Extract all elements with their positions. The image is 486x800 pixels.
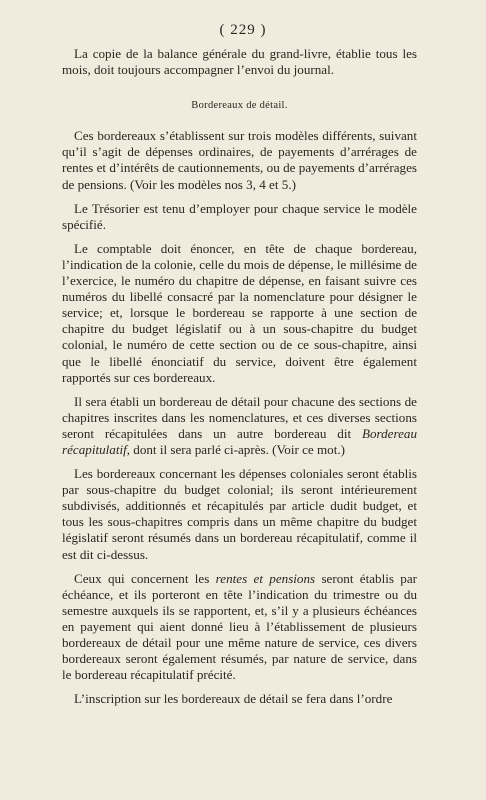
- intro-paragraph: La copie de la balance générale du grand-livre, établie tous les mois, doit toujours accompagner l’envoi du journal.: [62, 46, 417, 78]
- page-number: ( 229 ): [219, 22, 267, 38]
- paragraph-rentes: [62, 571, 417, 684]
- paragraph-treasurer: Le Trésorier est tenu d’employer pour chaque service le modèle spécifié.: [62, 200, 417, 232]
- paragraph-rentes-text-a: Ceux qui concernent les: [74, 570, 216, 586]
- paragraph-inscription: L’inscription sur les bordereaux de détail se fera dans l’ordre: [74, 691, 393, 707]
- paragraph-rentes-italic: rentes et pensions: [215, 570, 316, 586]
- page-body: [62, 46, 417, 715]
- paragraph-accountant: Le comptable doit énoncer, en tête de chaque bordereau, l’indication de la colonie, celle du mois de dépense, le millésime de l’exercice, le numéro du chapitre de dépense, en faisant suivre ces numéros du libellé consacré par la nomenclature pour désigner le service; et, lorsque le bordereau se rapporte à une section de chapitre du budget législatif ou à un sous-chapitre du budget colonial, le numéro de cette section ou de ce sous-chapitre, ainsi que le libellé énonciatif du service, doivent être également rapportés sur ces bordereaux.: [62, 240, 417, 385]
- paragraph-models: Ces bordereaux s’établissent sur trois modèles différents, suivant qu’il s’agit de dépenses ordinaires, de payements d’arrérages de rentes et d’intérêts de cautionnements, ou de payements d’arrérages de pensions. (Voir les modèles nos 3, 4 et 5.): [62, 128, 417, 192]
- paragraph-colonial: Les bordereaux concernant les dépenses coloniales seront établis par sous-chapitre du budget colonial; ils seront intérieurement subdivisés, additionnés et récapitulés par article dudit budget, et tous les sous-chapitres compris dans un même chapitre du budget législatif seront résumés dans un bordereau récapitulatif, comme il est dit ci-dessus.: [62, 466, 417, 562]
- paragraph-sections: [62, 394, 417, 458]
- section-heading: Bordereaux de détail.: [191, 100, 288, 112]
- paragraph-sections-italic: Bordereau récapitulatif: [62, 425, 417, 457]
- paragraph-sections-text-a: Il sera établi un bordereau de détail pour chacune des sections de chapitres inscrites dans les nomenclatures, et ces diverses sections seront récapitulées dans un autre bordereau dit: [62, 393, 417, 441]
- paragraph-rentes-text-b: seront établis par échéance, et ils porteront en tête l’indication du trimestre ou du semestre auxquels ils se rapportent, et, s’il y a plusieurs échéances en payement qui aient donné lieu à l’établissement de plusieurs bordereaux de détail pour une même nature de service, ces divers bordereaux seront également résumés, par nature de service, dans le bordereau récapitulatif précité.: [62, 570, 418, 683]
- paragraph-sections-text-b: , dont il sera parlé ci-après. (Voir ce mot.): [126, 441, 346, 457]
